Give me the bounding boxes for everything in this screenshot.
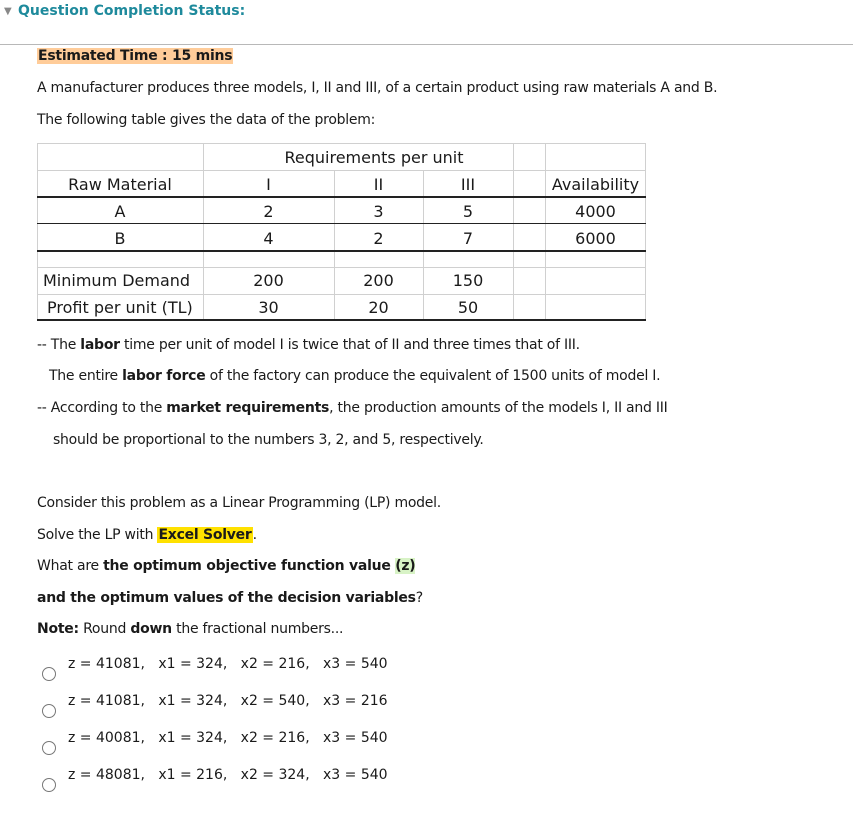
answer-option-text[interactable]: z = 48081, x1 = 216, x2 = 324, x3 = 540 bbox=[68, 767, 388, 783]
model-header: I bbox=[266, 175, 271, 194]
market-line-1: -- According to the market requirements, the production amounts of the models I, II and III bbox=[37, 400, 668, 416]
question-completion-status-title[interactable]: Question Completion Status: bbox=[18, 3, 246, 19]
answer-option-text[interactable]: z = 41081, x1 = 324, x2 = 540, x3 = 216 bbox=[68, 693, 388, 709]
table-cell: 30 bbox=[258, 298, 279, 317]
labor-line-2: The entire labor force of the factory can produce the equivalent of 1500 units of model I. bbox=[49, 368, 661, 384]
table-cell: 2 bbox=[263, 202, 274, 221]
table-cell: 50 bbox=[457, 298, 479, 317]
estimated-time: Estimated Time : 15 mins bbox=[38, 48, 233, 64]
chevron-down-icon[interactable]: ▼ bbox=[4, 6, 12, 17]
solve-line: Solve the LP with Excel Solver. bbox=[37, 527, 257, 543]
consider-line: Consider this problem as a Linear Programming (LP) model. bbox=[37, 495, 442, 511]
market-line-2: should be proportional to the numbers 3, 2, and 5, respectively. bbox=[53, 432, 484, 448]
answer-option-text[interactable]: z = 40081, x1 = 324, x2 = 216, x3 = 540 bbox=[68, 730, 388, 746]
intro-line: A manufacturer produces three models, I, II and III, of a certain product using raw materials A and B. bbox=[37, 80, 718, 96]
table-row-label: A bbox=[114, 202, 126, 221]
note-line: Note: Round down the fractional numbers... bbox=[37, 621, 344, 637]
model-header: II bbox=[373, 175, 384, 194]
min-demand-label: Minimum Demand bbox=[43, 271, 191, 290]
table-cell: 3 bbox=[373, 202, 384, 221]
table-cell: 6000 bbox=[575, 229, 616, 248]
answer-option-text[interactable]: z = 41081, x1 = 324, x2 = 216, x3 = 540 bbox=[68, 656, 388, 672]
profit-label: Profit per unit (TL) bbox=[47, 298, 193, 317]
radio-button[interactable] bbox=[42, 741, 56, 755]
table-cell: 150 bbox=[452, 271, 484, 290]
ask-line-2: and the optimum values of the decision variables? bbox=[37, 590, 423, 606]
labor-line-1: -- The labor time per unit of model I is twice that of II and three times that of III. bbox=[37, 337, 580, 353]
table-cell: 7 bbox=[462, 229, 474, 248]
ask-line: What are the optimum objective function value (z) bbox=[37, 558, 416, 574]
table-cell: 200 bbox=[253, 271, 284, 290]
radio-button[interactable] bbox=[42, 667, 56, 681]
raw-material-header: Raw Material bbox=[68, 175, 172, 194]
table-cell: 2 bbox=[373, 229, 384, 248]
radio-button[interactable] bbox=[42, 778, 56, 792]
model-header: III bbox=[460, 175, 476, 194]
table-cell: 4000 bbox=[575, 202, 616, 221]
requirements-group-header: Requirements per unit bbox=[284, 148, 464, 167]
table-cell: 5 bbox=[462, 202, 474, 221]
table-cell: 4 bbox=[263, 229, 274, 248]
table-intro-line: The following table gives the data of the problem: bbox=[37, 112, 376, 128]
table-cell: 20 bbox=[368, 298, 389, 317]
problem-data-table bbox=[37, 143, 646, 321]
radio-button[interactable] bbox=[42, 704, 56, 718]
table-row-label: B bbox=[114, 229, 126, 248]
availability-header: Availability bbox=[551, 175, 640, 194]
table-cell: 200 bbox=[363, 271, 394, 290]
question-status-header bbox=[0, 0, 853, 45]
